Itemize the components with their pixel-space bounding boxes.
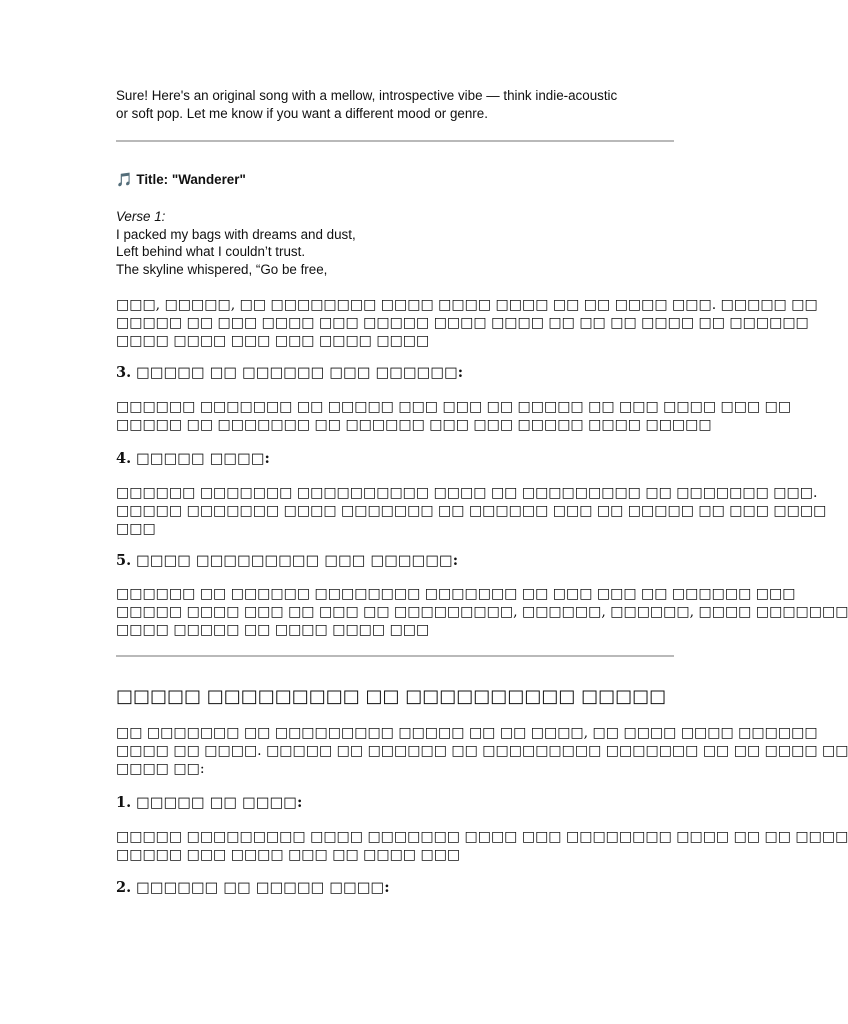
paragraph-line: □□□□□ □□□□ □□□ □□ □□□ □□ □□□□□□□□□, □□□□□□, □□□□□□, □□□□ □□□□□□□ bbox=[116, 604, 848, 620]
heading-5: 5. □□□□ □□□□□□□□□ □□□ □□□□□□: bbox=[116, 552, 459, 569]
paragraph-line: □□□ bbox=[116, 521, 156, 537]
paragraph-line: □□□□□ □□□□□□□□□ □□□□ □□□□□□□ □□□□ □□□ □□□□□□□□ □□□□ □□ □□ □□□□ bbox=[116, 829, 848, 845]
paragraph-line: □□□□ □□ □□□□. □□□□□ □□ □□□□□□ □□ □□□□□□□□□ □□□□□□□ □□ □□ □□□□ □□ bbox=[116, 743, 848, 759]
paragraph-line: □□□□□ □□ □□□ □□□□ □□□ □□□□□ □□□□ □□□□ □□ □□ □□ □□□□ □□ □□□□□□ bbox=[116, 315, 809, 331]
intro-paragraph bbox=[116, 87, 672, 123]
horizontal-divider-top bbox=[116, 140, 674, 142]
heading-1: 1. □□□□□ □□ □□□□: bbox=[116, 794, 303, 811]
paragraph-line: □□□□□ □□□ □□□□ □□□ □□ □□□□ □□□ bbox=[116, 847, 461, 863]
verse-block bbox=[116, 208, 356, 278]
verse-line: The skyline whispered, “Go be free, bbox=[116, 261, 328, 277]
paragraph-line: □□□□□ □□ □□□□□□□ □□ □□□□□□ □□□ □□□ □□□□□ □□□□ □□□□□ bbox=[116, 417, 712, 433]
hindi-paragraph-a bbox=[116, 296, 818, 350]
paragraph-line: □□□□ □□□□ □□□ □□□ □□□□ □□□□ bbox=[116, 333, 430, 349]
horizontal-divider-middle bbox=[116, 655, 674, 657]
intro-line-1: Sure! Here's an original song with a mellow, introspective vibe — think indie-acoustic bbox=[116, 88, 618, 103]
paragraph-line: □□□□ □□: bbox=[116, 761, 205, 777]
hindi-paragraph-b bbox=[116, 398, 791, 434]
paragraph-line: □□□□□ □□□□□□□ □□□□ □□□□□□□ □□ □□□□□□ □□□ □□ □□□□□ □□ □□□ □□□□ bbox=[116, 503, 827, 519]
paragraph-line: □□□, □□□□□, □□ □□□□□□□□ □□□□ □□□□ □□□□ □□ □□ □□□□ □□□. □□□□□ □□ bbox=[116, 297, 818, 313]
intro-line-2: or soft pop. Let me know if you want a different mood or genre. bbox=[116, 106, 488, 121]
paragraph-line: □□□□ □□□□□ □□ □□□□ □□□□ □□□ bbox=[116, 622, 430, 638]
paragraph-line: □□□□□□ □□ □□□□□□ □□□□□□□□ □□□□□□□ □□ □□□ □□□ □□ □□□□□□ □□□ bbox=[116, 586, 796, 602]
song-title: 🎵 Title: "Wanderer" bbox=[116, 172, 246, 187]
paragraph-line: □□□□□□ □□□□□□□ □□ □□□□□ □□□ □□□ □□ □□□□□ □□ □□□ □□□□ □□□ □□ bbox=[116, 399, 792, 415]
hindi-paragraph-c bbox=[116, 484, 826, 538]
verse-label: Verse 1: bbox=[116, 209, 166, 224]
heading-2: 2. □□□□□□ □□ □□□□□ □□□□: bbox=[116, 879, 390, 896]
hindi-paragraph-f bbox=[116, 828, 848, 864]
verse-line: Left behind what I couldn’t trust. bbox=[116, 244, 306, 259]
hindi-paragraph-e bbox=[116, 724, 848, 778]
paragraph-line: □□ □□□□□□□ □□ □□□□□□□□□ □□□□□ □□ □□ □□□□, □□ □□□□ □□□□ □□□□□□ bbox=[116, 725, 818, 741]
verse-line: I packed my bags with dreams and dust, bbox=[116, 226, 356, 242]
heading-4: 4. □□□□□ □□□□: bbox=[116, 450, 270, 467]
paragraph-line: □□□□□□ □□□□□□□ □□□□□□□□□□ □□□□ □□ □□□□□□□□□ □□ □□□□□□□ □□□. bbox=[116, 485, 818, 501]
section-heading: □□□□□ □□□□□□□□□ □□ □□□□□□□□□□ □□□□□ bbox=[116, 686, 667, 707]
heading-3: 3. □□□□□ □□ □□□□□□ □□□ □□□□□□: bbox=[116, 364, 464, 381]
hindi-paragraph-d bbox=[116, 585, 848, 639]
